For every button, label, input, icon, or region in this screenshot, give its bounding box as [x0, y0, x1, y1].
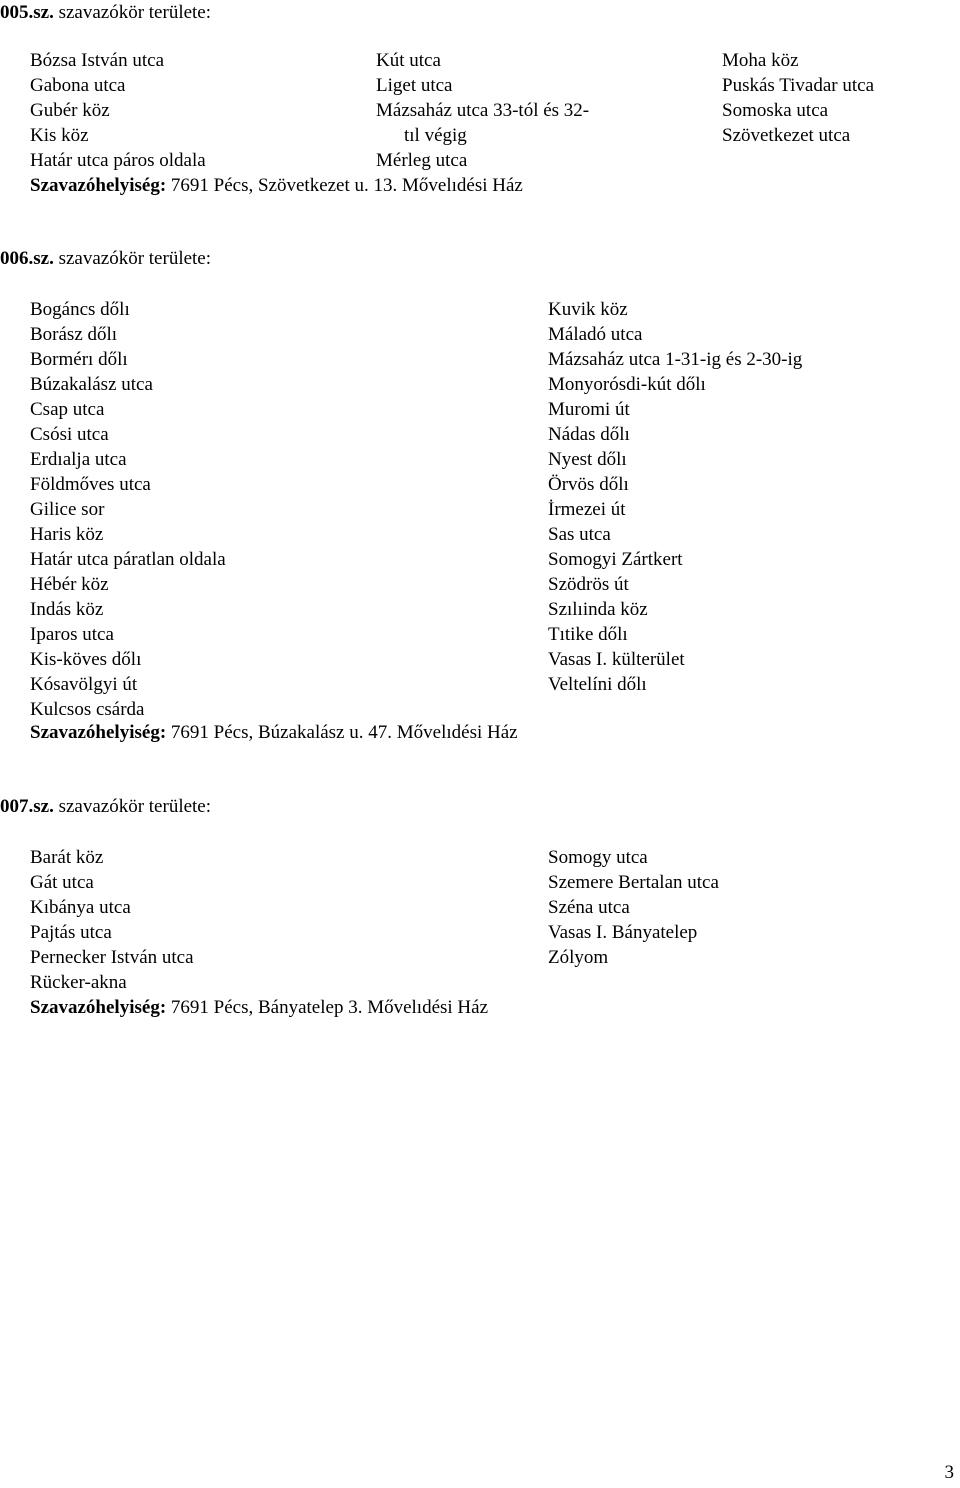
street-item: Csósi utca — [30, 424, 109, 445]
street-item: Kıbánya utca — [30, 897, 131, 918]
street-item: Szövetkezet utca — [722, 125, 851, 146]
street-item: Bormérı dőlı — [30, 349, 128, 370]
street-item: Veltelíni dőlı — [548, 674, 647, 695]
street-item: Kút utca — [376, 50, 441, 71]
street-item: Hébér köz — [30, 574, 109, 595]
street-item: Somogy utca — [548, 847, 648, 868]
street-item: Határ utca páros oldala — [30, 150, 206, 171]
street-item: Gabona utca — [30, 75, 126, 96]
street-item: Tıtike dőlı — [548, 624, 628, 645]
section-006-heading: 006.sz. szavazókör területe: — [0, 248, 212, 269]
street-item: Kuvik köz — [548, 299, 628, 320]
street-item: Moha köz — [722, 50, 799, 71]
street-item: Sas utca — [548, 524, 611, 545]
street-item: Szılıinda köz — [548, 599, 648, 620]
street-item: Liget utca — [376, 75, 453, 96]
street-item: Indás köz — [30, 599, 104, 620]
section-007-location: Szavazóhelyiség: 7691 Pécs, Bányatelep 3. Mővelıdési Ház — [30, 997, 489, 1018]
street-item: Örvös dőlı — [548, 474, 629, 495]
street-item: Nádas dőlı — [548, 424, 630, 445]
section-006-column-2 — [548, 297, 802, 697]
street-item: Iparos utca — [30, 624, 114, 645]
street-item: Gát utca — [30, 872, 94, 893]
street-item: Kis-köves dőlı — [30, 649, 142, 670]
street-item: Kulcsos csárda — [30, 699, 145, 720]
street-item: Vasas I. külterület — [548, 649, 685, 670]
section-006-location: Szavazóhelyiség: 7691 Pécs, Búzakalász u. 47. Mővelıdési Ház — [30, 722, 518, 743]
section-006-column-1 — [30, 297, 226, 722]
street-item: Mérleg utca — [376, 150, 468, 171]
street-item: Nyest dőlı — [548, 449, 627, 470]
street-item: Határ utca páratlan oldala — [30, 549, 226, 570]
section-005-column-3 — [722, 48, 874, 148]
street-item: Kis köz — [30, 125, 89, 146]
street-item: Bogáncs dőlı — [30, 299, 130, 320]
section-005-column-2 — [376, 48, 589, 173]
street-item: Borász dőlı — [30, 324, 118, 345]
page-number: 3 — [944, 1462, 954, 1483]
street-item: Haris köz — [30, 524, 104, 545]
street-item: Gubér köz — [30, 100, 110, 121]
street-item: Szemere Bertalan utca — [548, 872, 719, 893]
street-item: Szödrös út — [548, 574, 629, 595]
street-item: Muromi út — [548, 399, 630, 420]
street-item: Somoska utca — [722, 100, 829, 121]
street-item: Csap utca — [30, 399, 105, 420]
street-item: Mázsaház utca 33-tól és 32- — [376, 100, 590, 121]
street-item: Bózsa István utca — [30, 50, 165, 71]
street-item: Búzakalász utca — [30, 374, 153, 395]
section-005-column-1 — [30, 48, 206, 173]
street-item: Mázsaház utca 1-31-ig és 2-30-ig — [548, 349, 803, 370]
street-item: Barát köz — [30, 847, 104, 868]
street-item: Pernecker István utca — [30, 947, 194, 968]
street-item: Kósavölgyi út — [30, 674, 138, 695]
section-007-heading: 007.sz. szavazókör területe: — [0, 796, 212, 817]
street-item: Rücker-akna — [30, 972, 127, 993]
section-005-heading: 005.sz. szavazókör területe: — [0, 2, 212, 23]
street-item: Somogyi Zártkert — [548, 549, 683, 570]
street-item: Pajtás utca — [30, 922, 112, 943]
street-item: Földmőves utca — [30, 474, 151, 495]
street-item: Széna utca — [548, 897, 630, 918]
street-item: tıl végig — [404, 125, 467, 146]
street-item: Erdıalja utca — [30, 449, 127, 470]
street-item: Máladó utca — [548, 324, 643, 345]
section-005-location: Szavazóhelyiség: 7691 Pécs, Szövetkezet u. 13. Mővelıdési Ház — [30, 175, 523, 196]
street-item: Puskás Tivadar utca — [722, 75, 874, 96]
street-item: Monyorósdi-kút dőlı — [548, 374, 706, 395]
section-007-column-2 — [548, 845, 719, 970]
street-item: Vasas I. Bányatelep — [548, 922, 698, 943]
street-item: Gilice sor — [30, 499, 105, 520]
street-item: Zólyom — [548, 947, 609, 968]
section-007-column-1 — [30, 845, 194, 995]
street-item: İrmezei út — [548, 499, 626, 520]
